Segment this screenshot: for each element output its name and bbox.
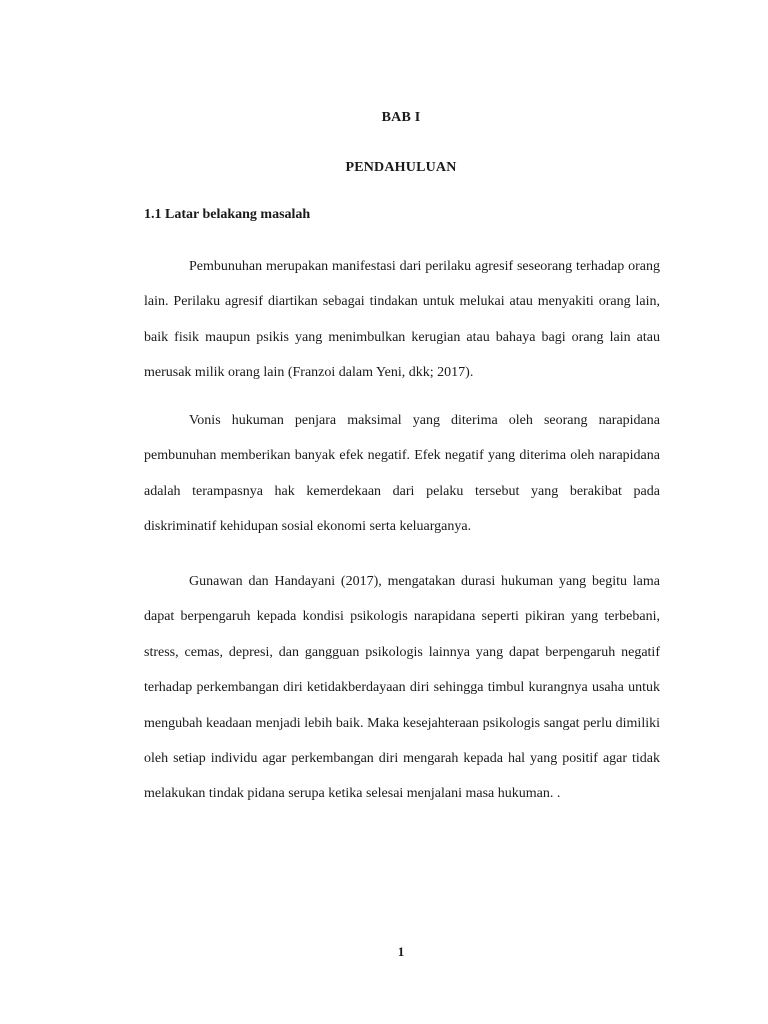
paragraph-1: Pembunuhan merupakan manifestasi dari perilaku agresif seseorang terhadap orang lain. Perilaku agresif diartikan sebagai tindakan untuk melukai atau menyakiti orang lain, baik fisik maupun psikis yang menimbulkan kerugian atau bahaya bagi orang lain atau merusak milik orang lain (Franzoi dalam Yeni, dkk; 2017). (144, 259, 660, 381)
section-heading: 1.1 Latar belakang masalah (144, 207, 311, 222)
chapter-title: PENDAHULUAN (345, 160, 457, 175)
paragraph-3: Gunawan dan Handayani (2017), mengatakan durasi hukuman yang begitu lama dapat berpengaruh kepada kondisi psikologis narapidana seperti pikiran yang terbebani, stress, cemas, depresi, dan gangguan psikologis lainnya yang dapat berpengaruh negatif terhadap perkembangan diri ketidakberdayaan diri sehingga timbul kurangnya usaha untuk mengubah keadaan menjadi lebih baik. Maka kesejahteraan psikologis sangat perlu dimiliki oleh setiap individu agar perkembangan diri mengarah kepada hal yang positif agar tidak melakukan tindak pidana serupa ketika selesai menjalani masa hukuman. . (144, 574, 660, 802)
page-number: 1 (397, 944, 405, 959)
paragraph-2: Vonis hukuman penjara maksimal yang diterima oleh seorang narapidana pembunuhan memberikan banyak efek negatif. Efek negatif yang diterima oleh narapidana adalah terampasnya hak kemerdekaan dari pelaku tersebut yang berakibat pada diskriminatif kehidupan sosial ekonomi serta keluarganya. (144, 413, 660, 535)
chapter-label: BAB I (381, 110, 421, 125)
